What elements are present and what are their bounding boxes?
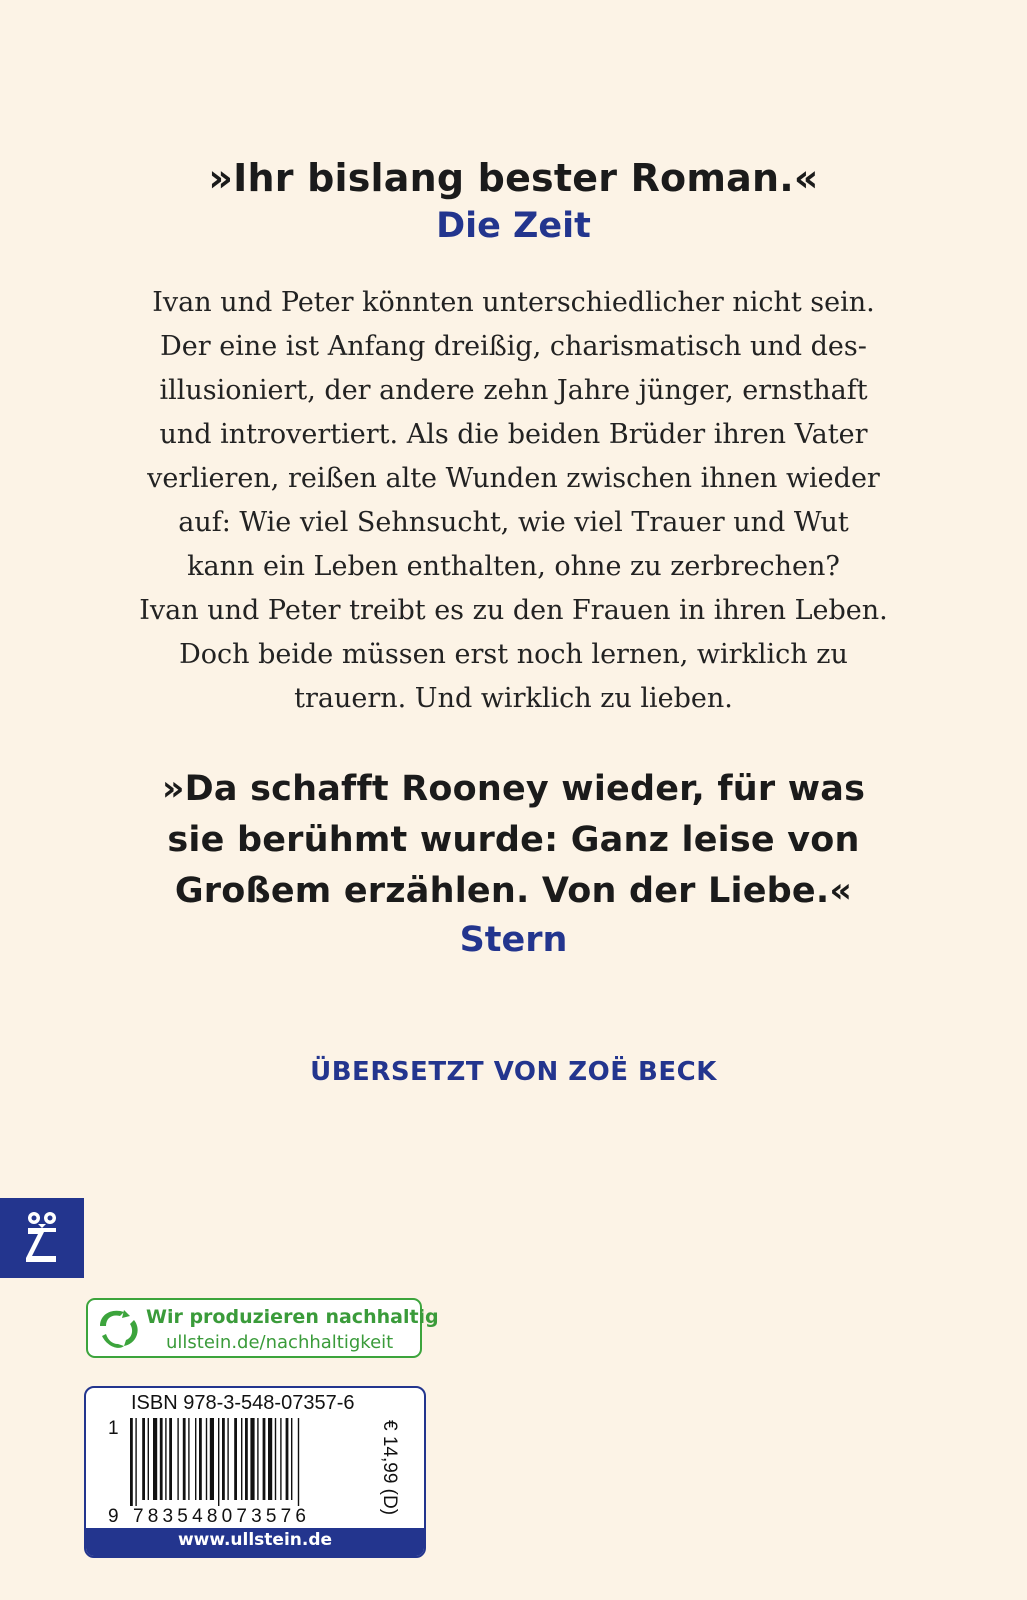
barcode-bar [188,1418,189,1500]
barcode-bar [298,1418,299,1506]
quote-line: »Da schafft Rooney wieder, für was [161,769,866,809]
blurb-text [120,281,907,721]
barcode-bar [206,1418,207,1500]
ullstein-owl-logo-icon [0,1198,84,1278]
barcode-bar [195,1418,196,1500]
barcode-bar [183,1418,186,1500]
barcode-bar [222,1418,225,1500]
barcode-bar [148,1418,149,1500]
eco-badge-title: Wir produzieren nachhaltig [146,1306,439,1328]
blurb-line: auf: Wie viel Sehnsucht, wie viel Trauer und Wut [178,507,849,538]
barcode-bar [275,1418,276,1500]
barcode-bar [169,1418,172,1500]
barcode-bar [280,1418,281,1500]
blurb-line: Doch beide müssen erst noch lernen, wirklich zu [179,639,848,670]
barcode-lead-top: 1 [108,1418,119,1439]
blurb-line: und introvertiert. Als die beiden Brüder ihren Vater [159,419,868,450]
barcode-bar [268,1418,272,1500]
barcode-icon [130,1418,370,1506]
barcode-bar [130,1418,133,1506]
blurb-line: Ivan und Peter könnten unterschiedlicher nicht sein. [152,287,875,318]
quote-source-stern: Stern [459,920,568,960]
eco-badge-url: ullstein.de/nachhaltigkeit [166,1332,394,1353]
quote-source-die-zeit: Die Zeit [436,206,591,246]
barcode-bar [286,1418,289,1500]
barcode-bar [135,1418,136,1506]
barcode-bar [153,1418,157,1500]
quote-line: sie berühmt wurde: Ganz leise von [167,820,860,860]
barcode-bar [199,1418,202,1500]
barcode-bar [142,1418,145,1500]
barcode-bar [257,1418,258,1500]
barcode-digits: 783548073576 [133,1506,311,1527]
sustainability-badge [86,1298,439,1358]
blurb-line: kann ein Leben enthalten, ohne zu zerbrechen? [187,551,840,582]
barcode-bar [165,1418,166,1500]
quote-line: Großem erzählen. Von der Liebe.« [174,871,853,911]
publisher-website[interactable]: www.ullstein.de [177,1530,333,1550]
barcode-bar [210,1418,214,1500]
blurb-line: illusioniert, der andere zehn Jahre jünger, ernsthaft [159,375,868,406]
recycle-leaf-icon [94,1306,142,1352]
barcode-bar [218,1418,219,1506]
barcode-bar [227,1418,228,1500]
website-bar [86,1528,424,1556]
barcode-bar [177,1418,178,1500]
quote-headline: »Ihr bislang bester Roman.« [208,156,819,200]
barcode-lead-digit: 9 [108,1506,119,1527]
quote-stern [0,764,1027,917]
barcode-bar [234,1418,237,1500]
barcode-bar [245,1418,248,1500]
blurb-line: verlieren, reißen alte Wunden zwischen ihnen wieder [147,463,880,494]
barcode-bar [250,1418,254,1500]
translator-credit: ÜBERSETZT VON ZOË BECK [310,1057,717,1087]
isbn-number: ISBN 978-3-548-07357-6 [131,1392,355,1414]
blurb-line: trauern. Und wirklich zu lieben. [294,683,733,714]
barcode-bar [241,1418,242,1500]
barcode-bar [263,1418,266,1500]
barcode-bar [160,1418,163,1500]
blurb-line: Der eine ist Anfang dreißig, charismatisch und des- [160,331,867,362]
price-text: € 14,99 (D) [379,1420,400,1516]
barcode-bar [291,1418,292,1500]
barcode-label [84,1386,426,1558]
price-label [378,1420,398,1520]
blurb-line: Ivan und Peter treibt es zu den Frauen in ihren Leben. [139,595,888,626]
